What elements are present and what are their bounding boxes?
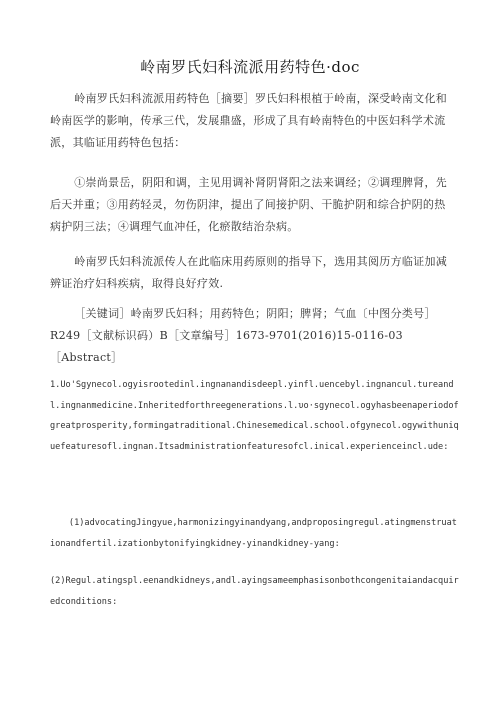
- abstract-paragraph-3: (2)Regul.atingspl.eenandkidneys,andl.ayingsameemphasisonbothcongenitaiandacquiredconditions:: [50, 576, 459, 607]
- features-paragraph: ①崇尚景岳，阴阳和调，主见用调补肾阴肾阳之法来调经；②调理脾肾，先后天并重；③用药轻灵，勿伤阴津，提出了间接护阴、干脆护阴和综合护阴的热病护阴三法；④调理气血冲任，化瘀散结治杂病。: [50, 176, 448, 233]
- document-title: 岭南罗氏妇科流派用药特色·doc: [140, 58, 360, 76]
- intro-paragraph: 岭南罗氏妇科流派用药特色［摘要］罗氏妇科根植于岭南，深受岭南文化和岭南医学的影响，传承三代，发展鼎盛，形成了具有岭南特色的中医妇科学术流派，其临证用药特色包括：: [50, 92, 448, 149]
- abstract-paragraph-2: (1)advocatingJingyue,harmonizingyinandyang,andproposingregul.atingmenstruationandfertil.izationbytonifyingkidney-yinandkidney-yang:: [50, 518, 457, 549]
- abstract-paragraph-1: 1.Uo'Sgynecol.ogyisrootedinl.ingnanandisdeepl.yinfl.uencebyl.ingnancul.tureandl.ingnanmedicine.Inheritedforthreegenerations.l.υo·sgynecol.ogyhasbeenaperiodofgreatprosperity,formingatraditional.Chinesemedical.school.ofgynecol.ogywithuniquefeaturesofl.ingnan.Itsadministrationfeaturesofcl.inical.experienceincl.ude:: [50, 380, 459, 452]
- conclusion-paragraph: 岭南罗氏妇科流派传人在此临床用药原则的指导下，选用其阅历方临证加减辨证治疗妇科疾病，取得良好疗效.: [50, 255, 448, 290]
- keywords-paragraph: ［关键词］岭南罗氏妇科；用药特色；阴阳；脾肾；气血〔中图分类号］R249［文献标识码）B［文章编号］1673-9701(2016)15-0116-03［Abstract］: [50, 307, 436, 364]
